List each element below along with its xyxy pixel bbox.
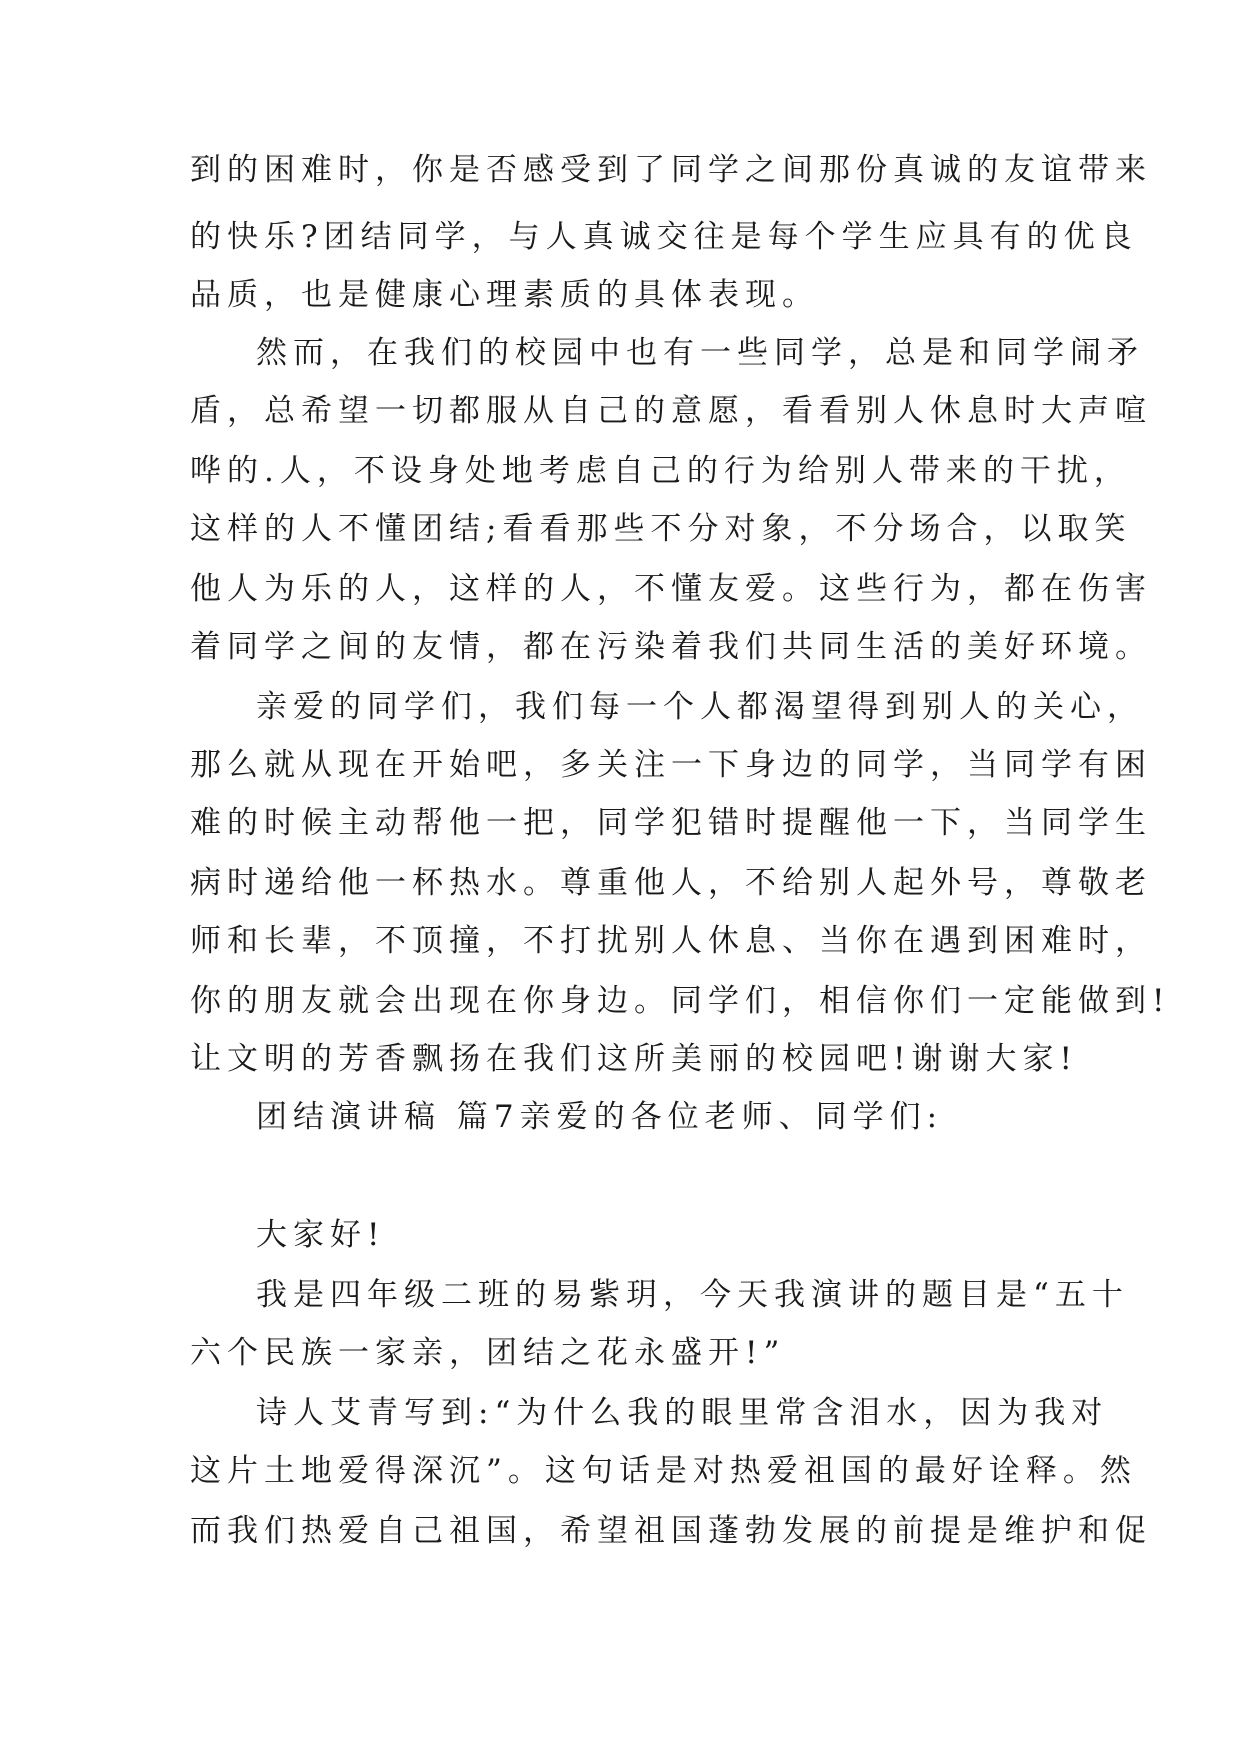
text-line: 盾，总希望一切都服从自己的意愿，看看别人休息时大声喧 (190, 393, 1152, 429)
text-line: 让文明的芳香飘扬在我们这所美丽的校园吧!谢谢大家! (190, 1041, 1078, 1077)
text-line: 那么就从现在开始吧，多关注一下身边的同学，当同学有困 (190, 747, 1152, 783)
text-line: 到的困难时，你是否感受到了同学之间那份真诚的友谊带来 (190, 152, 1152, 188)
text-line: 的快乐?团结同学，与人真诚交往是每个学生应具有的优良 (190, 219, 1138, 255)
text-line: 师和长辈，不顶撞，不打扰别人休息、当你在遇到困难时， (190, 923, 1152, 959)
text-line: 难的时候主动帮他一把，同学犯错时提醒他一下，当同学生 (190, 805, 1152, 841)
text-line: 着同学之间的友情，都在污染着我们共同生活的美好环境。 (190, 629, 1152, 665)
text-line: 这样的人不懂团结;看看那些不分对象，不分场合，以取笑 (190, 511, 1132, 547)
text-line: 哗的.人，不设身处地考虑自己的行为给别人带来的干扰， (190, 453, 1131, 489)
text-line: 我是四年级二班的易紫玥，今天我演讲的题目是“五十 (256, 1277, 1129, 1313)
text-line: 诗人艾青写到:“为什么我的眼里常含泪水，因为我对 (256, 1395, 1109, 1431)
text-line: 六个民族一家亲，团结之花永盛开!” (190, 1335, 786, 1371)
text-line: 亲爱的同学们，我们每一个人都渴望得到别人的关心， (256, 689, 1144, 725)
text-line: 大家好! (256, 1217, 386, 1253)
text-line: 然而，在我们的校园中也有一些同学，总是和同学闹矛 (256, 335, 1144, 371)
text-line: 你的朋友就会出现在你身边。同学们，相信你们一定能做到! (190, 983, 1171, 1019)
text-line: 品质，也是健康心理素质的具体表现。 (190, 277, 819, 313)
text-line: 他人为乐的人，这样的人，不懂友爱。这些行为，都在伤害 (190, 571, 1152, 607)
text-line: 而我们热爱自己祖国，希望祖国蓬勃发展的前提是维护和促 (190, 1513, 1152, 1549)
text-line: 病时递给他一杯热水。尊重他人，不给别人起外号，尊敬老 (190, 865, 1152, 901)
text-line: 这片土地爱得深沉”。这句话是对热爱祖国的最好诠释。然 (190, 1453, 1137, 1489)
section-heading: 团结演讲稿 篇7亲爱的各位老师、同学们: (256, 1099, 944, 1135)
